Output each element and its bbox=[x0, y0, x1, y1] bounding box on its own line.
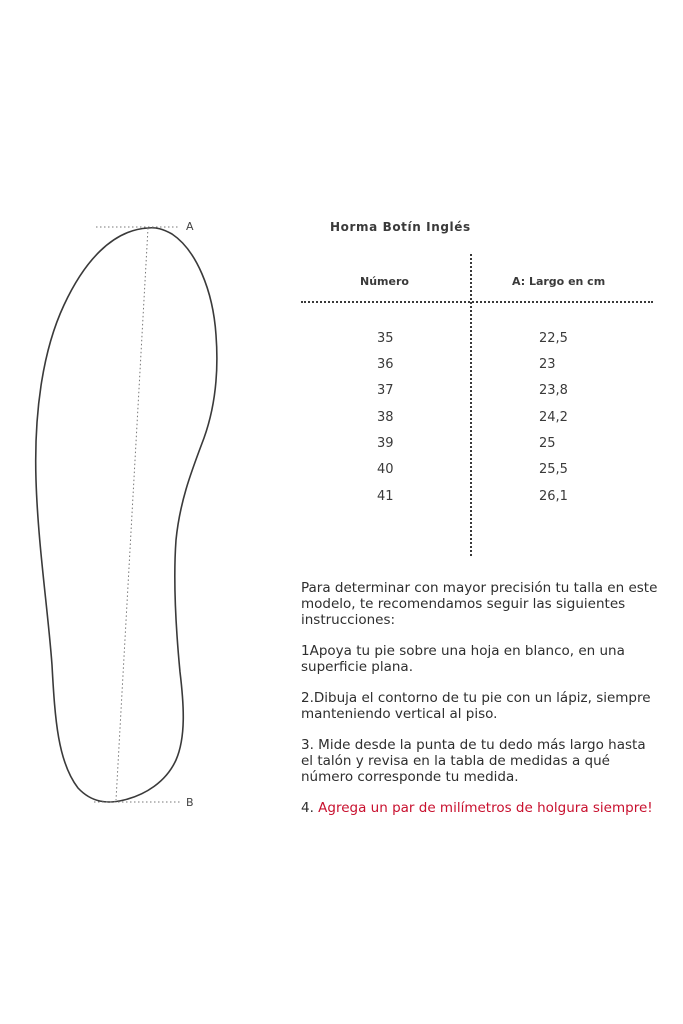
cell-number: 41 bbox=[377, 489, 394, 504]
table-row bbox=[0, 410, 683, 430]
cell-length: 22,5 bbox=[539, 331, 568, 346]
instruction-step-2: 2.Dibuja el contorno de tu pie con un lápiz, siempre manteniendo vertical al piso. bbox=[301, 690, 651, 722]
measure-line bbox=[116, 228, 148, 800]
table-row bbox=[0, 357, 683, 377]
header-length: A: Largo en cm bbox=[512, 275, 606, 288]
cell-number: 35 bbox=[377, 331, 394, 346]
cell-number: 40 bbox=[377, 462, 394, 477]
cell-length: 26,1 bbox=[539, 489, 568, 504]
marker-b: B bbox=[186, 796, 194, 809]
table-row bbox=[0, 383, 683, 403]
header-divider bbox=[301, 301, 653, 303]
cell-number: 37 bbox=[377, 383, 394, 398]
table-row bbox=[0, 436, 683, 456]
instruction-step-4 bbox=[301, 800, 661, 816]
instruction-step-3: 3. Mide desde la punta de tu dedo más largo hasta el talón y revisa en la tabla de medidas a qué número corresponde tu medida. bbox=[301, 737, 646, 785]
instructions-intro: Para determinar con mayor precisión tu talla en este modelo, te recomendamos seguir las siguientes instrucciones: bbox=[301, 580, 658, 628]
header-number: Número bbox=[360, 275, 409, 288]
instruction-step-1: 1Apoya tu pie sobre una hoja en blanco, en una superficie plana. bbox=[301, 643, 625, 675]
cell-length: 25,5 bbox=[539, 462, 568, 477]
cell-number: 39 bbox=[377, 436, 394, 451]
column-divider bbox=[470, 254, 472, 556]
footprint-outline bbox=[36, 228, 217, 802]
cell-length: 24,2 bbox=[539, 410, 568, 425]
table-row bbox=[0, 331, 683, 351]
step-4-highlight: Agrega un par de milímetros de holgura siempre! bbox=[318, 800, 653, 816]
cell-number: 36 bbox=[377, 357, 394, 372]
table-row bbox=[0, 462, 683, 482]
step-4-number: 4. bbox=[301, 800, 319, 816]
cell-length: 23 bbox=[539, 357, 556, 372]
cell-length: 23,8 bbox=[539, 383, 568, 398]
cell-number: 38 bbox=[377, 410, 394, 425]
table-row bbox=[0, 489, 683, 509]
cell-length: 25 bbox=[539, 436, 556, 451]
instructions-block bbox=[301, 580, 661, 831]
table-title: Horma Botín Inglés bbox=[330, 220, 471, 234]
marker-a: A bbox=[186, 220, 194, 233]
